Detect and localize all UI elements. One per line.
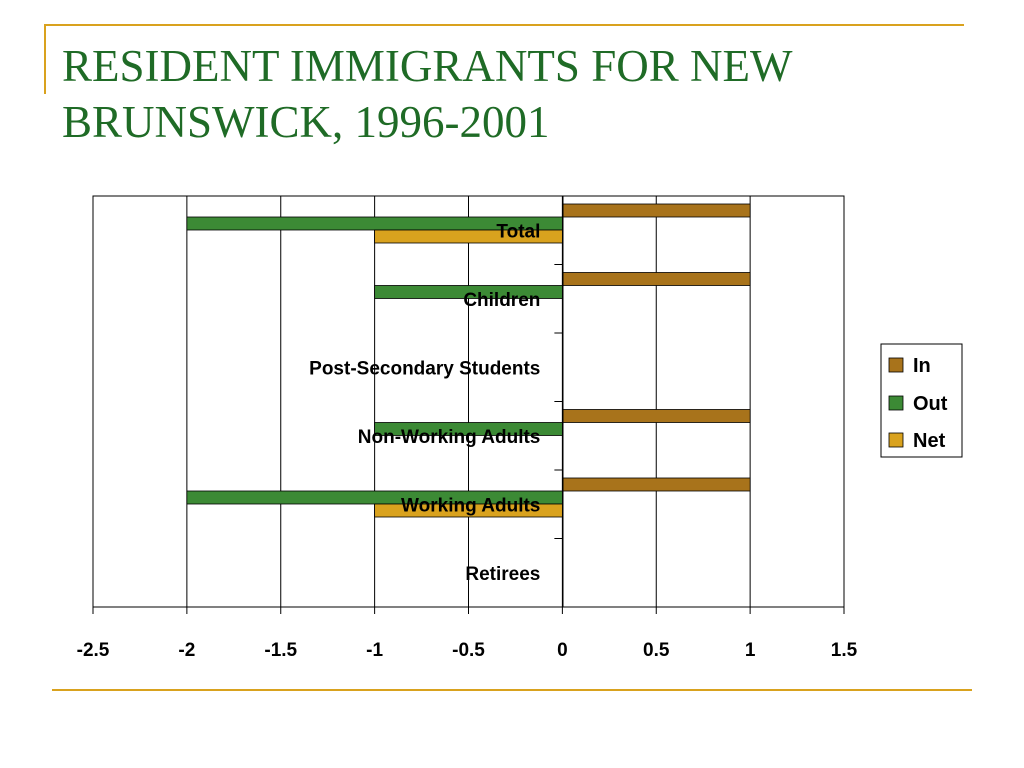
bar-in-0 [562,204,750,217]
x-tick-label: -2 [178,640,196,661]
legend-label-in: In [913,355,931,377]
category-label: Children [463,289,541,311]
bar-in-3 [562,410,750,423]
legend-swatch-out [889,396,903,410]
x-tick-label: -2.5 [76,640,110,661]
category-label: Non-Working Adults [357,426,541,448]
footer-rule [52,689,972,691]
legend-label-net: Net [913,430,946,452]
legend-swatch-net [889,433,903,447]
x-tick-label: 0 [557,640,568,661]
x-tick-label: -1.5 [264,640,298,661]
category-label: Working Adults [401,495,541,517]
x-tick-label: -0.5 [452,640,485,661]
category-label: Retirees [465,563,541,585]
x-tick-label: -1 [366,640,384,661]
legend-swatch-in [889,358,903,372]
bar-in-4 [562,478,750,491]
category-label: Post-Secondary Students [309,358,541,380]
x-tick-label: 0.5 [643,640,670,661]
bar-in-1 [562,273,750,286]
legend [881,344,962,457]
x-tick-labels [77,640,858,661]
legend-label-out: Out [913,393,948,415]
category-label: Total [496,221,541,243]
x-tick-label: 1 [744,640,756,661]
slide-title: RESIDENT IMMIGRANTS FOR NEW BRUNSWICK, 1996-2001 [62,41,792,147]
x-tick-label: 1.5 [830,640,858,661]
